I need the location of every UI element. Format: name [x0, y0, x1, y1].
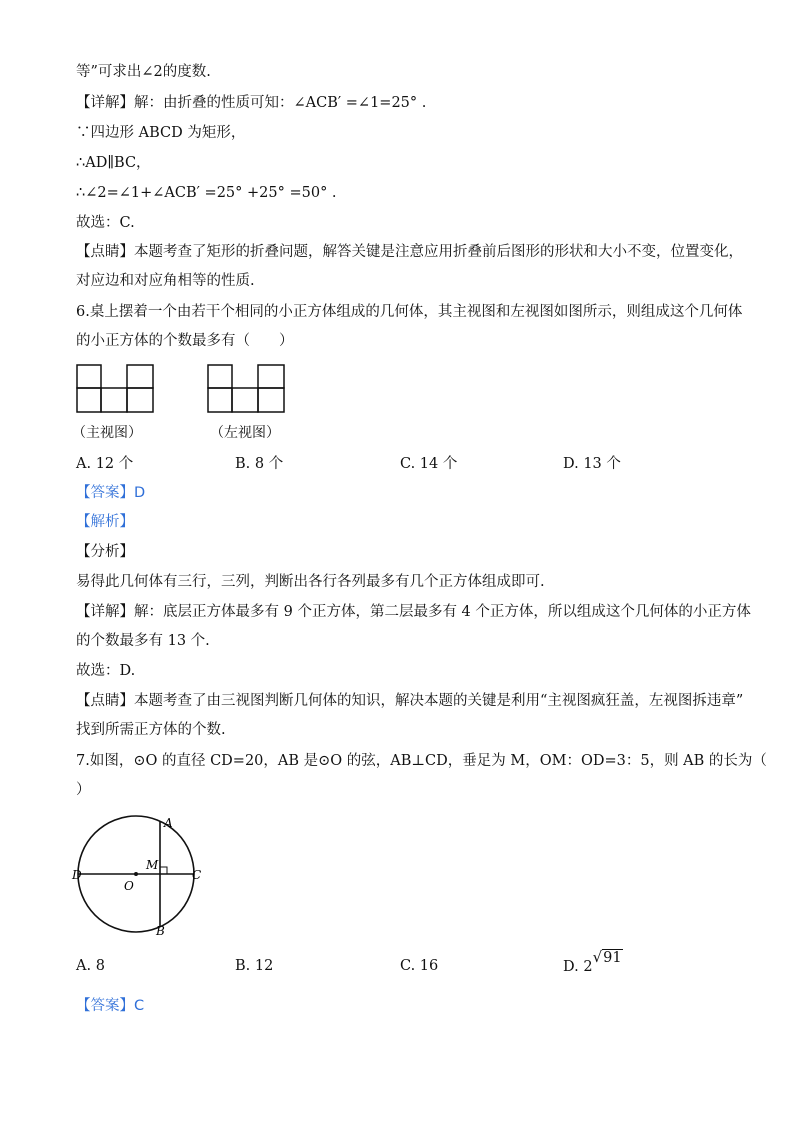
question-7-text-2: ） [76, 782, 91, 798]
question-6-text-2: 的小正方体的个数最多有（ ） [76, 333, 294, 349]
question-7-text-1: 7.如图，⊙O 的直径 CD=20，AB 是⊙O 的弦，AB⊥CD，垂足为 M，OM：OD=3：5，则 AB 的长为（ [76, 753, 767, 769]
q7-option-d-prefix: D. 2 [563, 959, 593, 975]
front-view-cell [127, 365, 153, 388]
q6-comment-line-2: 找到所需正方体的个数. [76, 722, 226, 738]
front-view-caption: （主视图） [72, 425, 142, 441]
prev-solution-line-2: 【详解】解：由折叠的性质可知：∠ACB′ =∠1=25° . [76, 95, 427, 111]
q6-detail-line-2: 的个数最多有 13 个. [76, 633, 210, 649]
left-view-cell [208, 365, 232, 388]
q6-option-a: A. 12 个 [76, 456, 134, 472]
q7-option-a: A. 8 [76, 958, 105, 974]
right-angle-mark [160, 867, 167, 874]
sqrt-sign: √ [592, 948, 603, 966]
q6-detail-line-1: 【详解】解：底层正方体最多有 9 个正方体，第二层最多有 4 个正方体，所以组成这个几何体的小正方体 [76, 604, 751, 620]
q6-comment-line-1: 【点睛】本题考查了由三视图判断几何体的知识，解决本题的关键是利用“主视图疯狂盖，左视图拆违章” [76, 693, 744, 709]
label-o: O [124, 879, 134, 893]
q7-option-c: C. 16 [400, 958, 439, 974]
prev-solution-line-4: ∴AD∥BC， [76, 155, 151, 171]
label-b: B [156, 924, 165, 938]
front-view-figure [76, 364, 156, 414]
front-view-cell [77, 388, 101, 412]
left-view-cell [258, 388, 284, 412]
q6-choice-line: 故选：D. [76, 663, 136, 679]
q7-option-d-radicand: 91 [603, 950, 622, 966]
left-view-caption: （左视图） [210, 425, 280, 441]
label-c: C [192, 868, 202, 882]
prev-solution-line-5: ∴∠2=∠1+∠ACB′ =25° +25° =50° . [76, 185, 337, 201]
prev-solution-line-3: ∵四边形 ABCD 为矩形， [76, 125, 246, 141]
question-6-text-1: 6.桌上摆着一个由若干个相同的小正方体组成的几何体，其主视图和左视图如图所示，则组成这个几何体 [76, 304, 743, 320]
q6-option-d: D. 13 个 [563, 456, 621, 472]
left-view-figure [207, 364, 287, 414]
label-d: D [72, 868, 82, 882]
label-a: A [164, 816, 173, 830]
left-view-cell [232, 388, 258, 412]
q6-fenxi-heading: 【分析】 [76, 544, 134, 560]
left-view-cell [208, 388, 232, 412]
q7-answer: 【答案】C [76, 998, 145, 1014]
label-m: M [146, 858, 159, 872]
q7-option-b: B. 12 [235, 958, 274, 974]
front-view-cell [77, 365, 101, 388]
q6-answer: 【答案】D [76, 485, 146, 501]
q6-option-c: C. 14 个 [400, 456, 458, 472]
circle-figure [68, 810, 208, 938]
q6-fenxi-text: 易得此几何体有三行，三列，判断出各行各列最多有几个正方体组成即可. [76, 574, 545, 590]
prev-comment-line-2: 对应边和对应角相等的性质. [76, 273, 255, 289]
prev-solution-line-1: 等”可求出∠2的度数. [76, 64, 211, 80]
prev-comment-line-1: 【点睛】本题考查了矩形的折叠问题，解答关键是注意应用折叠前后图形的形状和大小不变，位置变化， [76, 244, 743, 260]
front-view-cell [127, 388, 153, 412]
center-point [134, 872, 138, 876]
q6-analysis-heading: 【解析】 [76, 514, 134, 530]
front-view-cell [101, 388, 127, 412]
q6-option-b: B. 8 个 [235, 456, 284, 472]
prev-choice-line: 故选：C. [76, 215, 135, 231]
left-view-cell [258, 365, 284, 388]
q7-option-d [563, 948, 623, 977]
